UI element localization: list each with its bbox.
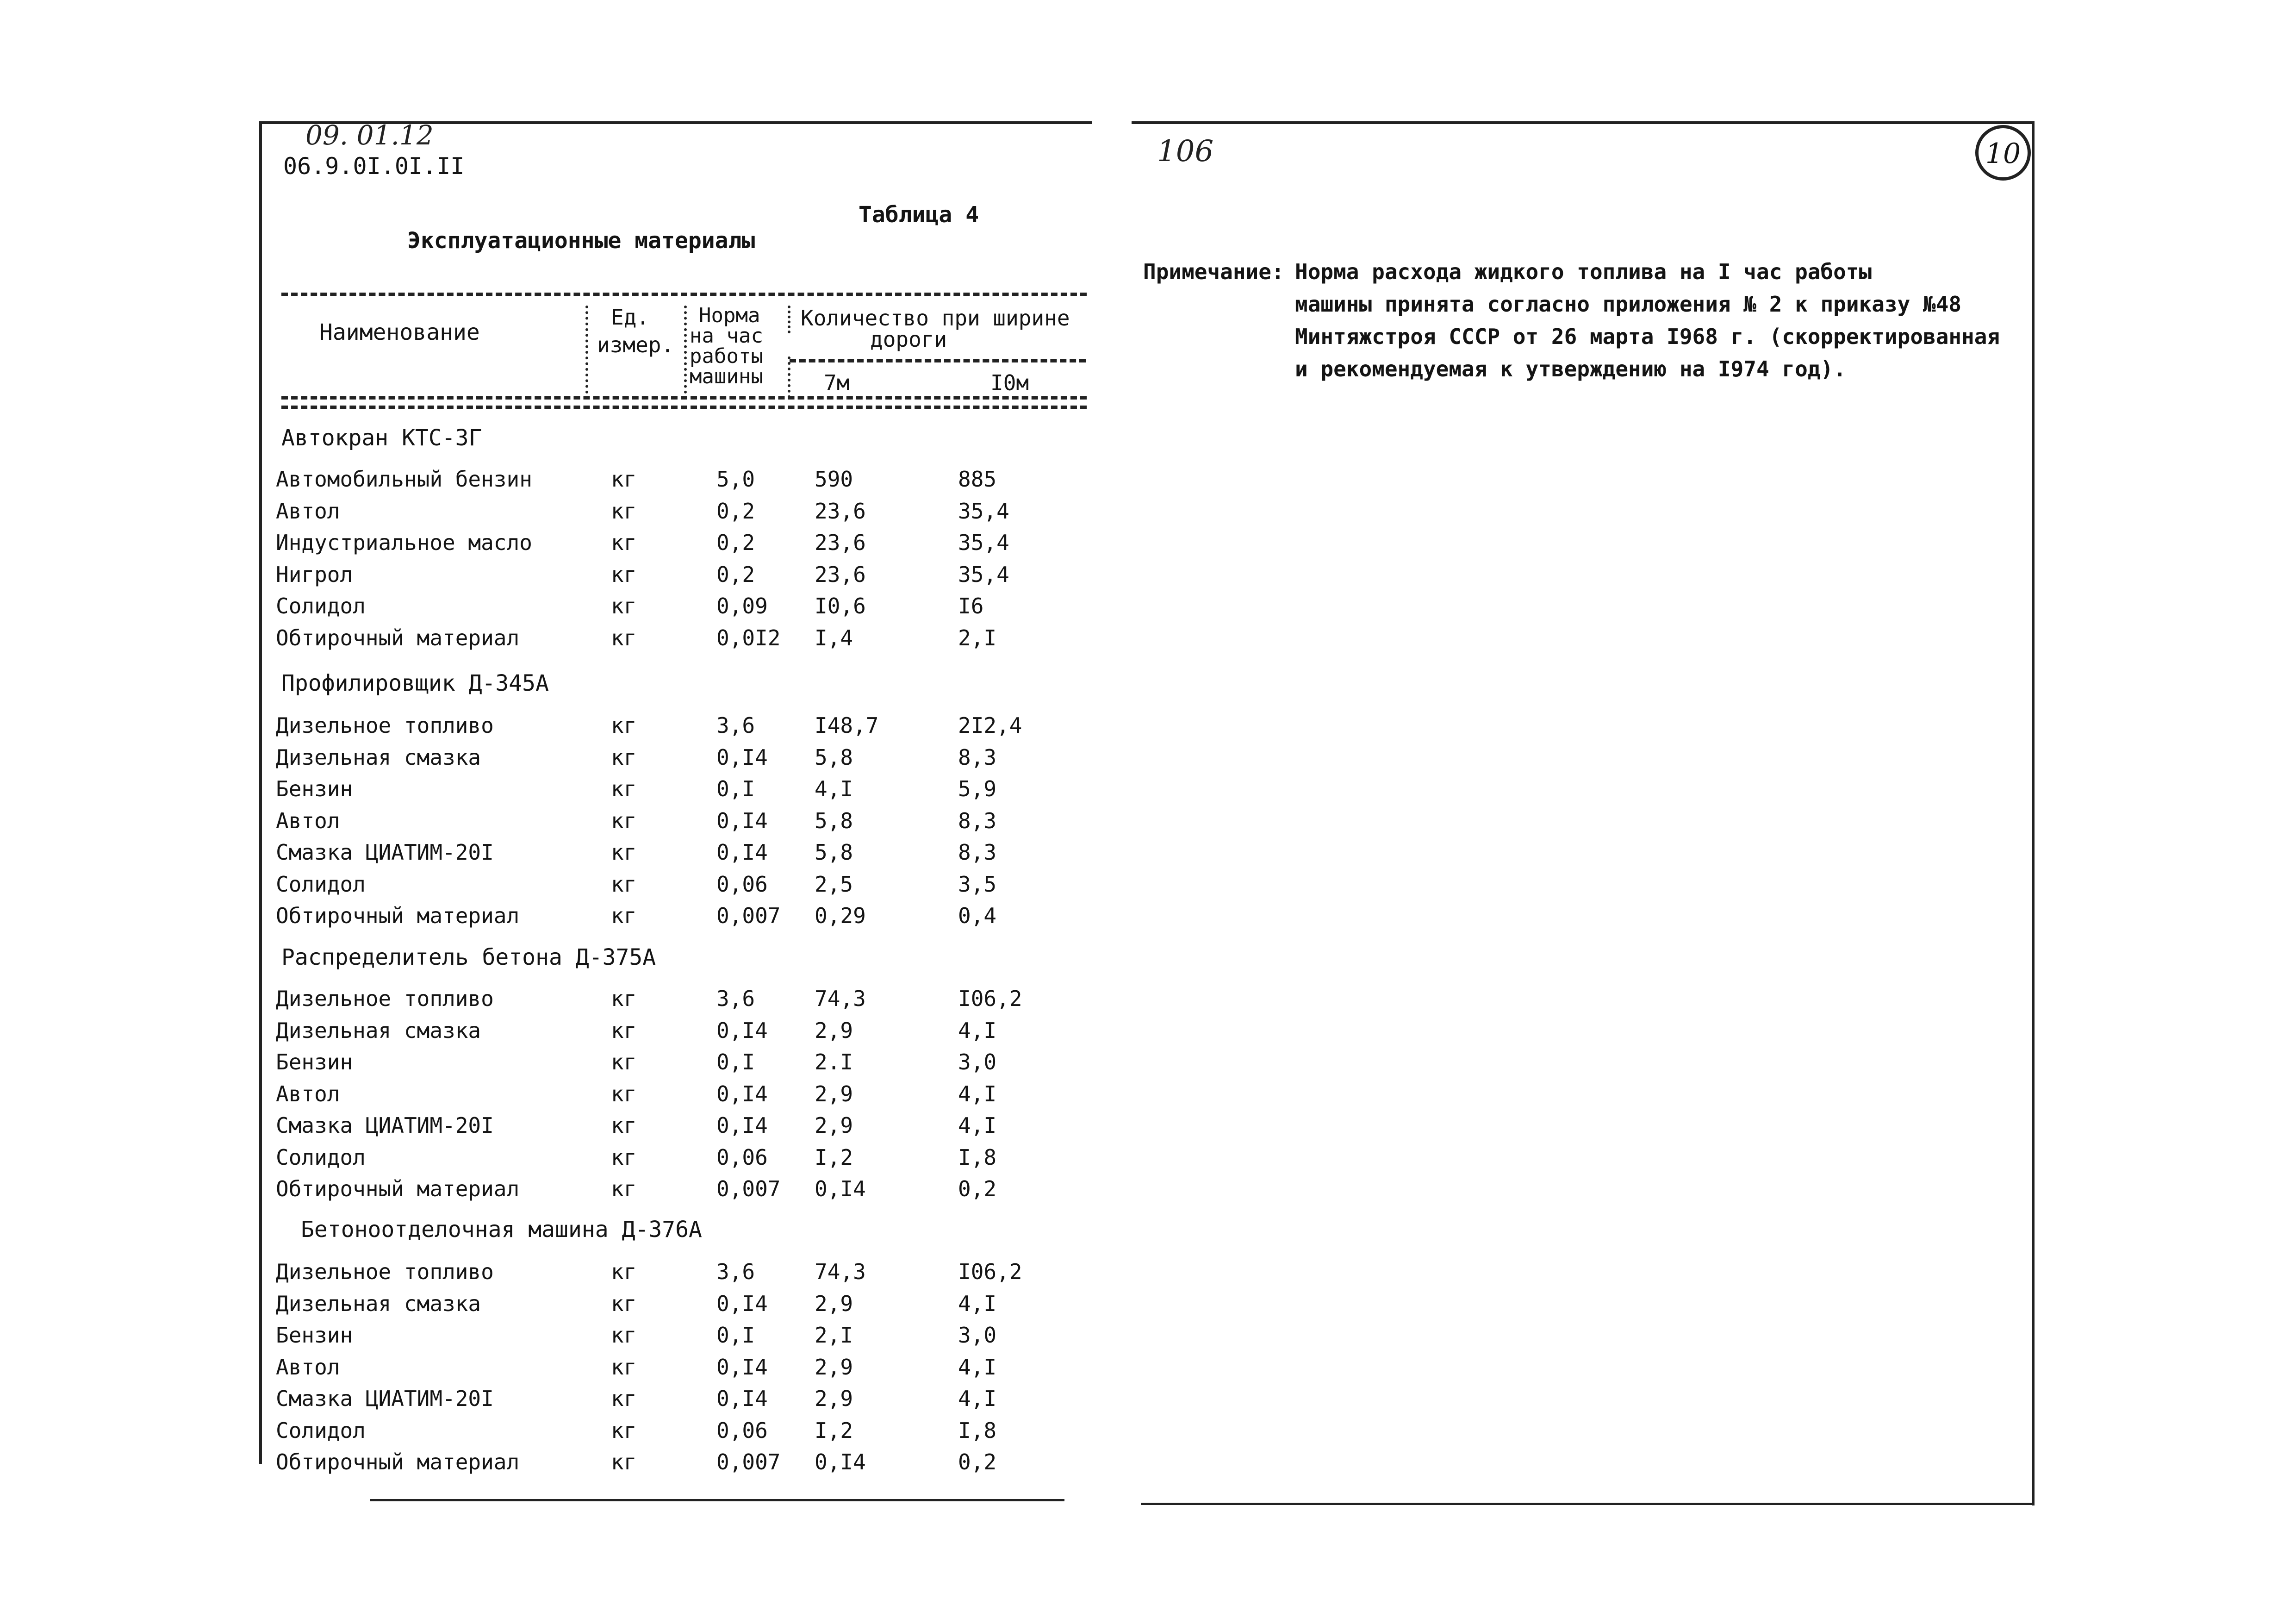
quantity-10m-cell: 35,4 [958,562,1009,587]
unit-cell: кг [611,1354,637,1380]
right-border [2032,121,2035,1505]
quantity-7m-cell: 23,6 [815,562,866,587]
header-divider-2 [684,306,687,394]
note-line-1: Норма расхода жидкого топлива на I час работы [1295,259,1872,284]
norm-cell: 0,I4 [716,1018,768,1043]
quantity-7m-cell: 4,I [815,776,853,801]
material-name: Индустриальное масло [276,530,532,555]
norm-cell: 0,2 [716,562,755,587]
norm-cell: 0,007 [716,903,781,928]
norm-cell: 0,I4 [716,1113,768,1138]
section-title: Автокран КТС-3Г [281,425,482,451]
quantity-10m-cell: 8,3 [958,744,997,770]
unit-cell: кг [611,530,637,555]
header-divider-3 [788,306,790,333]
quantity-10m-cell: 2I2,4 [958,713,1022,738]
material-name: Автол [276,1081,340,1106]
circled-page-number-text: 10 [1985,137,2021,170]
section-title: Распределитель бетона Д-375А [281,944,656,970]
unit-cell: кг [611,593,637,618]
norm-cell: 0,06 [716,1418,768,1443]
norm-cell: 0,I4 [716,744,768,770]
left-border [259,121,262,1464]
header-qty-line2: дороги [870,327,947,352]
unit-cell: кг [611,562,637,587]
material-name: Автол [276,808,340,833]
quantity-7m-cell: 590 [815,467,853,492]
quantity-10m-cell: 5,9 [958,776,997,801]
material-name: Автомобильный бензин [276,467,532,492]
unit-cell: кг [611,1081,637,1106]
material-name: Смазка ЦИАТИМ-20I [276,840,494,865]
quantity-10m-cell: 3,5 [958,871,997,897]
header-unit-line2: измер. [597,332,674,357]
unit-cell: кг [611,1418,637,1443]
material-name: Бензин [276,1323,353,1348]
unit-cell: кг [611,1323,637,1348]
unit-cell: кг [611,871,637,897]
norm-cell: 3,6 [716,713,755,738]
note-line-4: и рекомендуемая к утверждению на I974 год). [1295,356,1846,381]
header-norm-line1: Норма [699,304,760,327]
norm-cell: 3,6 [716,1259,755,1284]
section-title: Профилировщик Д-345А [281,670,549,696]
unit-cell: кг [611,1386,637,1411]
material-name: Автол [276,498,340,524]
norm-cell: 0,2 [716,530,755,555]
quantity-7m-cell: 5,8 [815,840,853,865]
quantity-10m-cell: 35,4 [958,530,1009,555]
quantity-7m-cell: 23,6 [815,498,866,524]
unit-cell: кг [611,1144,637,1170]
quantity-7m-cell: 0,I4 [815,1176,866,1201]
quantity-7m-cell: 5,8 [815,744,853,770]
quantity-7m-cell: I,2 [815,1418,853,1443]
right-top-rule [1132,121,2034,124]
material-name: Дизельная смазка [276,1291,481,1316]
header-divider-1 [585,306,588,394]
quantity-10m-cell: 4,I [958,1291,997,1316]
quantity-7m-cell: 0,I4 [815,1449,866,1474]
material-name: Обтирочный материал [276,1449,520,1474]
norm-cell: 0,0I2 [716,625,781,650]
material-name: Дизельная смазка [276,744,481,770]
unit-cell: кг [611,498,637,524]
quantity-10m-cell: 4,I [958,1113,997,1138]
quantity-7m-cell: 74,3 [815,1259,866,1284]
unit-cell: кг [611,1018,637,1043]
header-double-rule-top [281,396,1087,400]
unit-cell: кг [611,713,637,738]
quantity-10m-cell: 2,I [958,625,997,650]
norm-cell: 3,6 [716,986,755,1011]
unit-cell: кг [611,808,637,833]
quantity-7m-cell: 2,9 [815,1081,853,1106]
norm-cell: 0,007 [716,1449,781,1474]
material-name: Нигрол [276,562,353,587]
quantity-7m-cell: 2,9 [815,1291,853,1316]
quantity-7m-cell: I,2 [815,1144,853,1170]
material-name: Солидол [276,1418,366,1443]
header-norm-line2: на час [690,324,763,348]
material-name: Обтирочный материал [276,625,520,650]
quantity-7m-cell: 2,5 [815,871,853,897]
quantity-7m-cell: 2,9 [815,1113,853,1138]
norm-cell: 0,I4 [716,840,768,865]
handwritten-code: 09. 01.12 [305,119,434,151]
header-top-dashed-rule [281,293,1087,296]
quantity-7m-cell: 2,I [815,1323,853,1348]
unit-cell: кг [611,1291,637,1316]
quantity-7m-cell: I0,6 [815,593,866,618]
norm-cell: 0,I4 [716,1386,768,1411]
norm-cell: 0,I4 [716,808,768,833]
material-name: Дизельная смазка [276,1018,481,1043]
quantity-10m-cell: 4,I [958,1018,997,1043]
header-qty-dashed-rule [790,359,1086,362]
note-label: Примечание: [1143,259,1284,284]
header-unit-line1: Ед. [611,305,650,330]
norm-cell: 0,06 [716,1144,768,1170]
material-name: Дизельное топливо [276,713,494,738]
page-number: 106 [1157,134,1214,169]
quantity-10m-cell: I6 [958,593,984,618]
header-qty-10m: I0м [990,370,1029,395]
quantity-7m-cell: 2.I [815,1049,853,1074]
quantity-7m-cell: I,4 [815,625,853,650]
quantity-7m-cell: 2,9 [815,1354,853,1380]
unit-cell: кг [611,986,637,1011]
table-title: Эксплуатационные материалы [407,228,755,254]
quantity-7m-cell: 5,8 [815,808,853,833]
quantity-10m-cell: 3,0 [958,1049,997,1074]
norm-cell: 0,007 [716,1176,781,1201]
norm-cell: 0,09 [716,593,768,618]
quantity-10m-cell: 0,4 [958,903,997,928]
table-label: Таблица 4 [859,202,979,228]
norm-cell: 0,I [716,776,755,801]
material-name: Автол [276,1354,340,1380]
quantity-10m-cell: 8,3 [958,808,997,833]
norm-cell: 0,I4 [716,1081,768,1106]
unit-cell: кг [611,1049,637,1074]
quantity-7m-cell: 2,9 [815,1018,853,1043]
material-name: Смазка ЦИАТИМ-20I [276,1386,494,1411]
quantity-7m-cell: 23,6 [815,530,866,555]
quantity-10m-cell: 3,0 [958,1323,997,1348]
norm-cell: 0,I [716,1049,755,1074]
unit-cell: кг [611,1176,637,1201]
unit-cell: кг [611,1113,637,1138]
note-line-2: машины принята согласно приложения № 2 к приказу №48 [1295,292,1962,317]
unit-cell: кг [611,903,637,928]
material-name: Дизельное топливо [276,1259,494,1284]
quantity-10m-cell: 0,2 [958,1176,997,1201]
quantity-10m-cell: 8,3 [958,840,997,865]
circled-page-number [1975,125,2031,181]
note-line-3: Минтяжстроя СССР от 26 марта I968 г. (скорректированная [1295,324,2000,349]
quantity-10m-cell: I,8 [958,1418,997,1443]
quantity-10m-cell: 4,I [958,1081,997,1106]
header-qty-line1: Количество при ширине [801,306,1070,331]
material-name: Смазка ЦИАТИМ-20I [276,1113,494,1138]
quantity-10m-cell: I06,2 [958,1259,1022,1284]
norm-cell: 0,I4 [716,1291,768,1316]
quantity-10m-cell: 0,2 [958,1449,997,1474]
left-bottom-rule [370,1499,1064,1501]
quantity-10m-cell: 885 [958,467,997,492]
material-name: Бензин [276,1049,353,1074]
quantity-7m-cell: 74,3 [815,986,866,1011]
norm-cell: 0,I4 [716,1354,768,1380]
right-bottom-rule [1141,1503,2034,1505]
material-name: Солидол [276,593,366,618]
header-name: Наименование [319,319,480,345]
material-name: Бензин [276,776,353,801]
quantity-7m-cell: 0,29 [815,903,866,928]
unit-cell: кг [611,467,637,492]
material-name: Дизельное топливо [276,986,494,1011]
unit-cell: кг [611,744,637,770]
header-norm-line3: работы [690,344,763,368]
quantity-10m-cell: 4,I [958,1354,997,1380]
unit-cell: кг [611,776,637,801]
norm-cell: 0,2 [716,498,755,524]
header-qty-7m: 7м [824,370,850,395]
norm-cell: 5,0 [716,467,755,492]
quantity-10m-cell: I,8 [958,1144,997,1170]
header-divider-4 [788,356,790,398]
material-name: Солидол [276,1144,366,1170]
quantity-10m-cell: 4,I [958,1386,997,1411]
header-double-rule-bottom [281,406,1087,409]
quantity-10m-cell: I06,2 [958,986,1022,1011]
unit-cell: кг [611,840,637,865]
quantity-10m-cell: 35,4 [958,498,1009,524]
unit-cell: кг [611,625,637,650]
doc-code: 06.9.0I.0I.II [283,153,465,180]
quantity-7m-cell: 2,9 [815,1386,853,1411]
material-name: Обтирочный материал [276,903,520,928]
norm-cell: 0,I [716,1323,755,1348]
material-name: Обтирочный материал [276,1176,520,1201]
material-name: Солидол [276,871,366,897]
header-norm-line4: машины [690,365,763,388]
section-title: Бетоноотделочная машина Д-376А [301,1217,702,1243]
unit-cell: кг [611,1259,637,1284]
quantity-7m-cell: I48,7 [815,713,879,738]
norm-cell: 0,06 [716,871,768,897]
unit-cell: кг [611,1449,637,1474]
